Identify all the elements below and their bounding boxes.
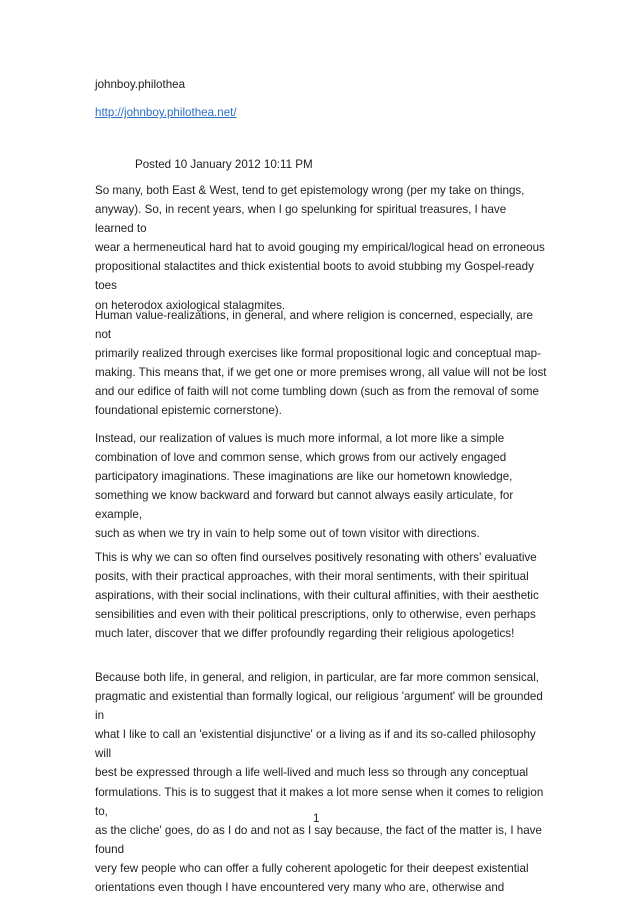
paragraph-line: foundational epistemic cornerstone). [95,404,282,418]
paragraph-line: This is why we can so often find ourselves positively resonating with others' evaluative [95,551,537,564]
paragraph-line: anyway). So, in recent years, when I go spelunking for spiritual treasures, I have learned to [95,203,507,236]
paragraph-line: So many, both East & West, tend to get epistemology wrong (per my take on things, [95,184,525,197]
paragraph-line: combination of love and common sense, which grows from our actively engaged [95,451,507,465]
author-name: johnboy.philothea [95,78,186,91]
paragraph-line: making. This means that, if we get one or more premises wrong, all value will not be lost [95,366,547,380]
paragraph-line: primarily realized through exercises like formal propositional logic and conceptual map- [95,347,541,361]
paragraph-line: as the cliche' goes, do as I do and not as I say because, the fact of the matter is, I have found [95,823,542,856]
paragraph-5 [95,668,547,897]
paragraph-line: Instead, our realization of values is much more informal, a lot more like a simple [95,432,505,445]
paragraph-line: propositional stalactites and thick existential boots to avoid stubbing my Gospel-ready toes [95,260,534,293]
paragraph-line: best be expressed through a life well-lived and much less so through any conceptual [95,766,529,780]
paragraph-line: what I like to call an 'existential disjunctive' or a living as if and its so-called philosophy will [95,728,536,761]
paragraph-line: sensibilities and even with their political prescriptions, only to otherwise, even perhaps [95,608,536,622]
paragraph-line: aspirations, with their social inclinations, with their cultural affinities, with their aesthetic [95,589,539,603]
paragraph-line: very few people who can offer a fully coherent apologetic for their deepest existential [95,861,529,875]
paragraph-line: such as when we try in vain to help some out of town visitor with directions. [95,527,480,541]
paragraph-line: Human value-realizations, in general, and where religion is concerned, especially, are not [95,309,534,342]
paragraph-line: Because both life, in general, and religion, in particular, are far more common sensical, [95,671,540,684]
paragraph-line: pragmatic and existential than formally logical, our religious 'argument' will be grounded in [95,690,543,723]
paragraph-line: on heterodox axiological stalagmites. [95,298,286,312]
paragraph-3 [95,429,547,544]
page-number: 1 [313,812,320,825]
posted-date: Posted 10 January 2012 10:11 PM [135,158,313,171]
paragraph-line: much later, discover that we differ profoundly regarding their religious apologetics! [95,627,515,641]
paragraph-line: orientations even though I have encountered very many who are, otherwise and [95,881,505,895]
paragraph-1 [95,181,547,315]
paragraph-line: wear a hermeneutical hard hat to avoid gouging my empirical/logical head on erroneous [95,241,545,255]
paragraph-4 [95,548,547,643]
paragraph-line: participatory imaginations. These imaginations are like our hometown knowledge, [95,470,513,484]
paragraph-line: something we know backward and forward but cannot always easily articulate, for example, [95,489,514,522]
paragraph-line: formulations. This is to suggest that it makes a lot more sense when it comes to religion to, [95,785,544,818]
paragraph-2 [95,306,547,421]
paragraph-line: and our edifice of faith will not come tumbling down (such as from the removal of some [95,385,539,399]
paragraph-line: posits, with their practical approaches, with their moral sentiments, with their spiritual [95,570,529,584]
blog-link[interactable]: http://johnboy.philothea.net/ [95,106,237,119]
